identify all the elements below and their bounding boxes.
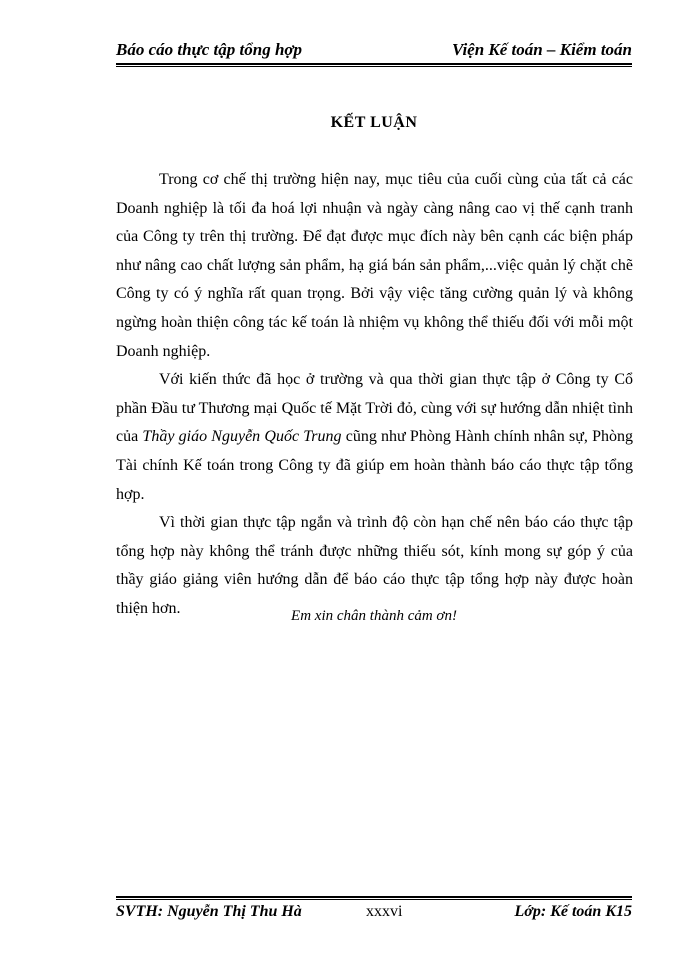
- paragraph-3: Vì thời gian thực tập ngắn và trình độ còn hạn chế nên báo cáo thực tập tổng hợp này không thể tránh được những thiếu sót, kính mong sự góp ý của thầy giáo giảng viên hướng dẫn để báo cáo thực tập tổng hợp này được hoàn thiện hơn.: [116, 514, 633, 617]
- paragraph-2-start: Với kiến thức đã học ở trường và qua thời gian thực tập ở Công ty Cổ phần Đầu tư Thương mại Quốc tế Mặt Trời đỏ, cùng với sự hướng dẫn nhiệt tình của: [116, 371, 633, 446]
- conclusion-body: [116, 166, 633, 624]
- footer-divider: [116, 896, 632, 900]
- header-report-title: Báo cáo thực tập tổng hợp: [116, 40, 303, 59]
- closing-thanks: Em xin chân thành cảm ơn!: [291, 608, 457, 624]
- page-number: xxxvi: [366, 903, 403, 920]
- header-institute: Viện Kế toán – Kiểm toán: [452, 40, 632, 59]
- paragraph-2-end: cũng như Phòng Hành chính nhân sự, Phòng Tài chính Kế toán trong Công ty đã giúp em hoàn thành báo cáo thực tập tổng hợp.: [116, 428, 634, 503]
- page-footer: [116, 903, 632, 927]
- section-title: KẾT LUẬN: [330, 114, 418, 131]
- page-header: [116, 40, 632, 64]
- paragraph-2: [116, 366, 633, 509]
- header-divider: [116, 63, 632, 67]
- paragraph-1: Trong cơ chế thị trường hiện nay, mục tiêu của cuối cùng của tất cả các Doanh nghiệp là tối đa hoá lợi nhuận và ngày càng nâng cao vị thế cạnh tranh của Công ty trên thị trường. Để đạt được mục đích này bên cạnh các biện pháp như nâng cao chất lượng sản phẩm, hạ giá bán sản phẩm,...việc quản lý chặt chẽ Công ty có ý nghĩa rất quan trọng. Bởi vậy việc tăng cường quản lý và không ngừng hoàn thiện công tác kế toán là nhiệm vụ không thể thiếu đối với mỗi một Doanh nghiệp.: [116, 171, 633, 360]
- footer-class: Lớp: Kế toán K15: [514, 903, 632, 920]
- footer-student: SVTH: Nguyễn Thị Thu Hà: [116, 903, 302, 920]
- teacher-name: Thầy giáo Nguyễn Quốc Trung: [142, 428, 342, 446]
